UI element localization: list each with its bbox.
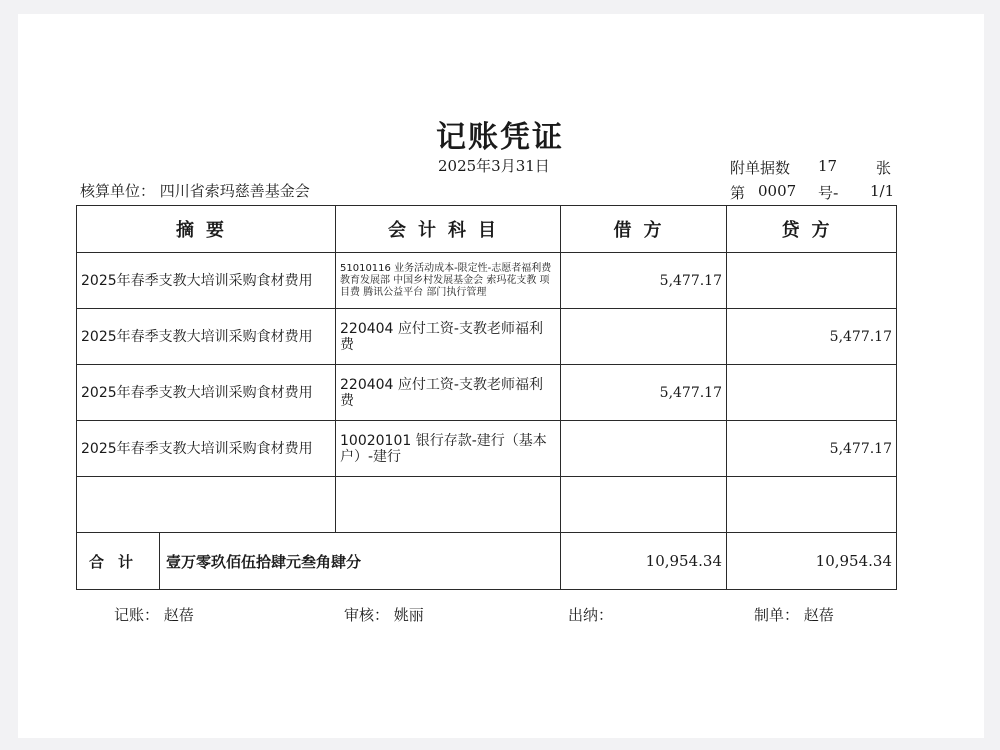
entry-subject: 10020101 银行存款-建行（基本户）-建行 [336,421,561,477]
table-row [77,309,897,365]
total-credit: 10,954.34 [727,533,897,590]
voucher-table [76,205,897,590]
serial-suffix: 号- [818,184,839,202]
accounting-unit: 核算单位： 四川省索玛慈善基金会 [80,182,310,200]
table-row [77,365,897,421]
cashier: 出纳： [568,606,614,624]
empty-cell [336,477,561,533]
entry-subject: 220404 应付工资-支教老师福利费 [336,365,561,421]
serial-number: 0007 [758,182,797,200]
empty-row [77,477,897,533]
total-row [77,533,897,590]
attachment-count [730,157,892,178]
total-amount-words: 壹万零玖佰伍拾肆元叁角肆分 [166,552,362,571]
header-debit: 借方 [561,206,727,253]
entry-subject: 51010116 业务活动成本-限定性-志愿者福利费 教育发展部 中国乡村发展基金会 索玛花支教 项目费 腾讯公益平台 部门执行管理 [336,253,561,309]
empty-cell [727,477,897,533]
voucher-date: 2025年3月31日 [438,157,550,175]
header-summary: 摘要 [77,206,336,253]
entry-subject: 220404 应付工资-支教老师福利费 [336,309,561,365]
table-row [77,253,897,309]
voucher-title: 记账凭证 [436,120,564,155]
entry-summary: 2025年春季支教大培训采购食材费用 [77,365,336,421]
attachment-label: 附单据数 [730,159,791,177]
empty-cell [561,477,727,533]
entry-debit [561,421,727,477]
entry-debit [561,309,727,365]
entry-debit: 5,477.17 [561,365,727,421]
header-subject: 会计科目 [336,206,561,253]
entry-summary: 2025年春季支教大培训采购食材费用 [77,421,336,477]
bookkeeper: 记账： 赵蓓 [114,606,194,624]
empty-cell [77,477,336,533]
serial-page: 1/1 [870,182,895,200]
entry-credit [727,253,897,309]
total-label-cell [77,533,561,590]
table-header-row [77,206,897,253]
total-label: 合计 [77,533,160,589]
entry-debit: 5,477.17 [561,253,727,309]
preparer: 制单： 赵蓓 [754,606,834,624]
entry-summary: 2025年春季支教大培训采购食材费用 [77,309,336,365]
serial-prefix: 第 [730,184,746,202]
table-row [77,421,897,477]
entry-credit: 5,477.17 [727,309,897,365]
reviewer: 审核： 姚丽 [344,606,424,624]
attachment-unit: 张 [876,159,892,177]
entry-summary: 2025年春季支教大培训采购食材费用 [77,253,336,309]
entry-credit: 5,477.17 [727,421,897,477]
attachment-number: 17 [818,157,838,175]
header-credit: 贷方 [727,206,897,253]
entry-credit [727,365,897,421]
total-debit: 10,954.34 [561,533,727,590]
